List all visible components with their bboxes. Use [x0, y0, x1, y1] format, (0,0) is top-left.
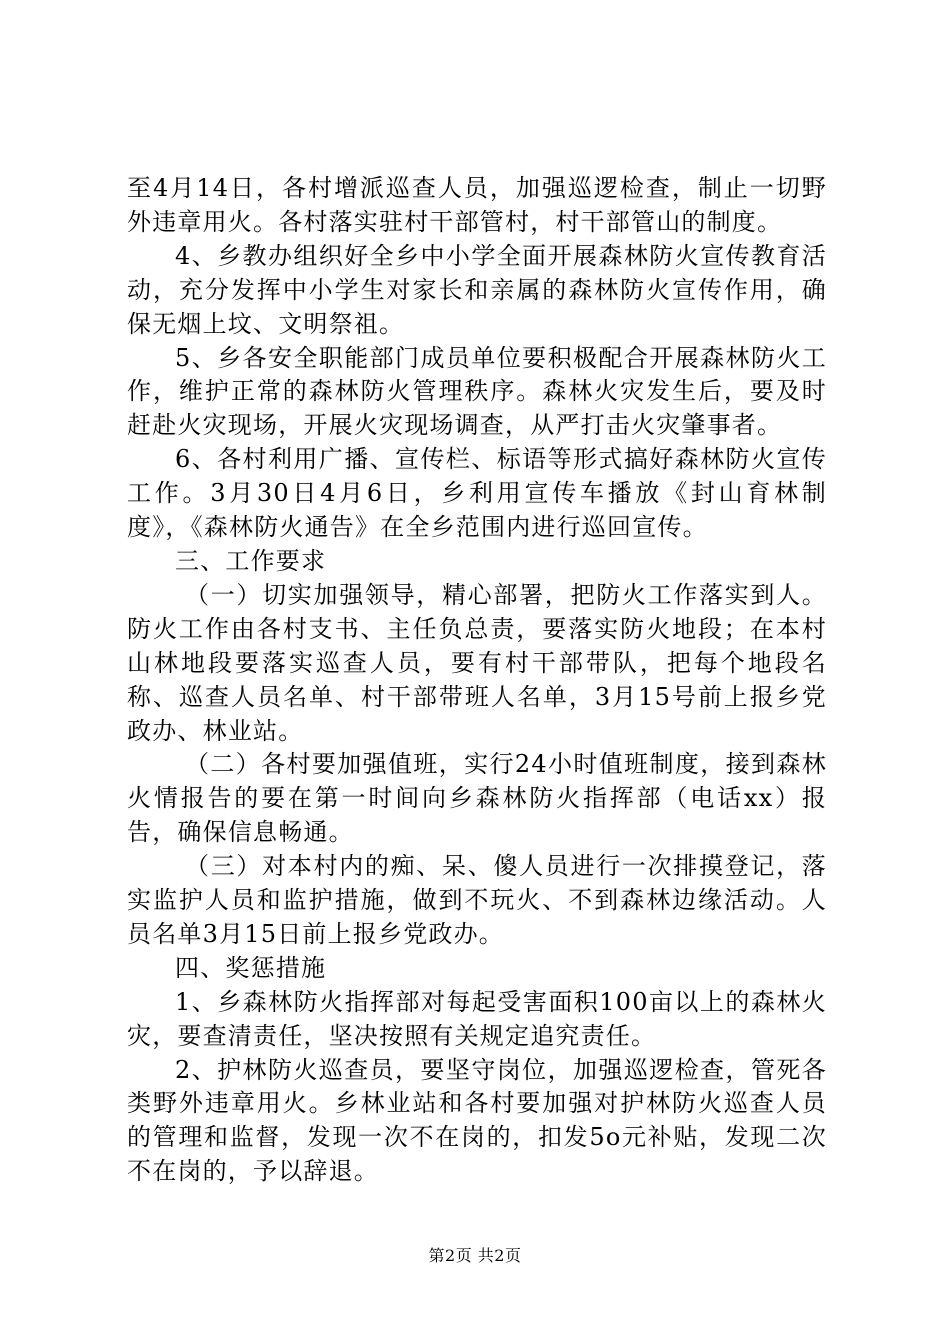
paragraph-requirement-2: （二）各村要加强值班，实行24小时值班制度，接到森林火情报告的要在第一时间向乡森林防火指挥部（电话xx）报告，确保信息畅通。	[127, 750, 827, 847]
paragraph-item-6: 6、各村利用广播、宣传栏、标语等形式搞好森林防火宣传工作。3月30日4月6日，乡利用宣传车播放《封山育林制度》，《森林防火通告》在全乡范围内进行巡回宣传。	[127, 445, 827, 542]
section-heading-rewards-penalties: 四、奖惩措施	[175, 953, 327, 982]
document-body	[127, 172, 827, 1189]
page-footer	[0, 1243, 950, 1266]
paragraph-item-4: 4、乡教办组织好全乡中小学全面开展森林防火宣传教育活动，充分发挥中小学生对家长和亲属的森林防火宣传作用，确保无烟上坟、文明祭祖。	[127, 241, 827, 338]
paragraph-requirement-1: （一）切实加强领导，精心部署，把防火工作落实到人。防火工作由各村支书、主任负总责，要落实防火地段；在本村山林地段要落实巡查人员，要有村干部带队，把每个地段名称、巡查人员名单、村干部带班人名单，3月15号前上报乡党政办、林业站。	[127, 580, 827, 745]
paragraph-item-5: 5、乡各安全职能部门成员单位要积极配合开展森林防火工作，维护正常的森林防火管理秩序。森林火灾发生后，要及时赶赴火灾现场，开展火灾现场调查，从严打击火灾肇事者。	[127, 343, 827, 440]
section-heading-work-requirements: 三、工作要求	[175, 546, 327, 575]
paragraph-measure-1: 1、乡森林防火指挥部对每起受害面积100亩以上的森林火灾，要查清责任，坚决按照有关规定追究责任。	[127, 987, 827, 1050]
page-number-label: 第2页 共2页	[428, 1246, 522, 1265]
paragraph-requirement-3: （三）对本村内的痴、呆、傻人员进行一次排摸登记，落实监护人员和监护措施，做到不玩火、不到森林边缘活动。人员名单3月15日前上报乡党政办。	[127, 852, 827, 948]
paragraph-continuation: 至4月14日，各村增派巡查人员，加强巡逻检查，制止一切野外违章用火。各村落实驻村干部管村，村干部管山的制度。	[127, 174, 827, 236]
paragraph-measure-2: 2、护林防火巡查员，要坚守岗位，加强巡逻检查，管死各类野外违章用火。乡林业站和各村要加强对护林防火巡查人员的管理和监督，发现一次不在岗的，扣发5o元补贴，发现二次不在岗的，予以辞退。	[127, 1055, 827, 1186]
